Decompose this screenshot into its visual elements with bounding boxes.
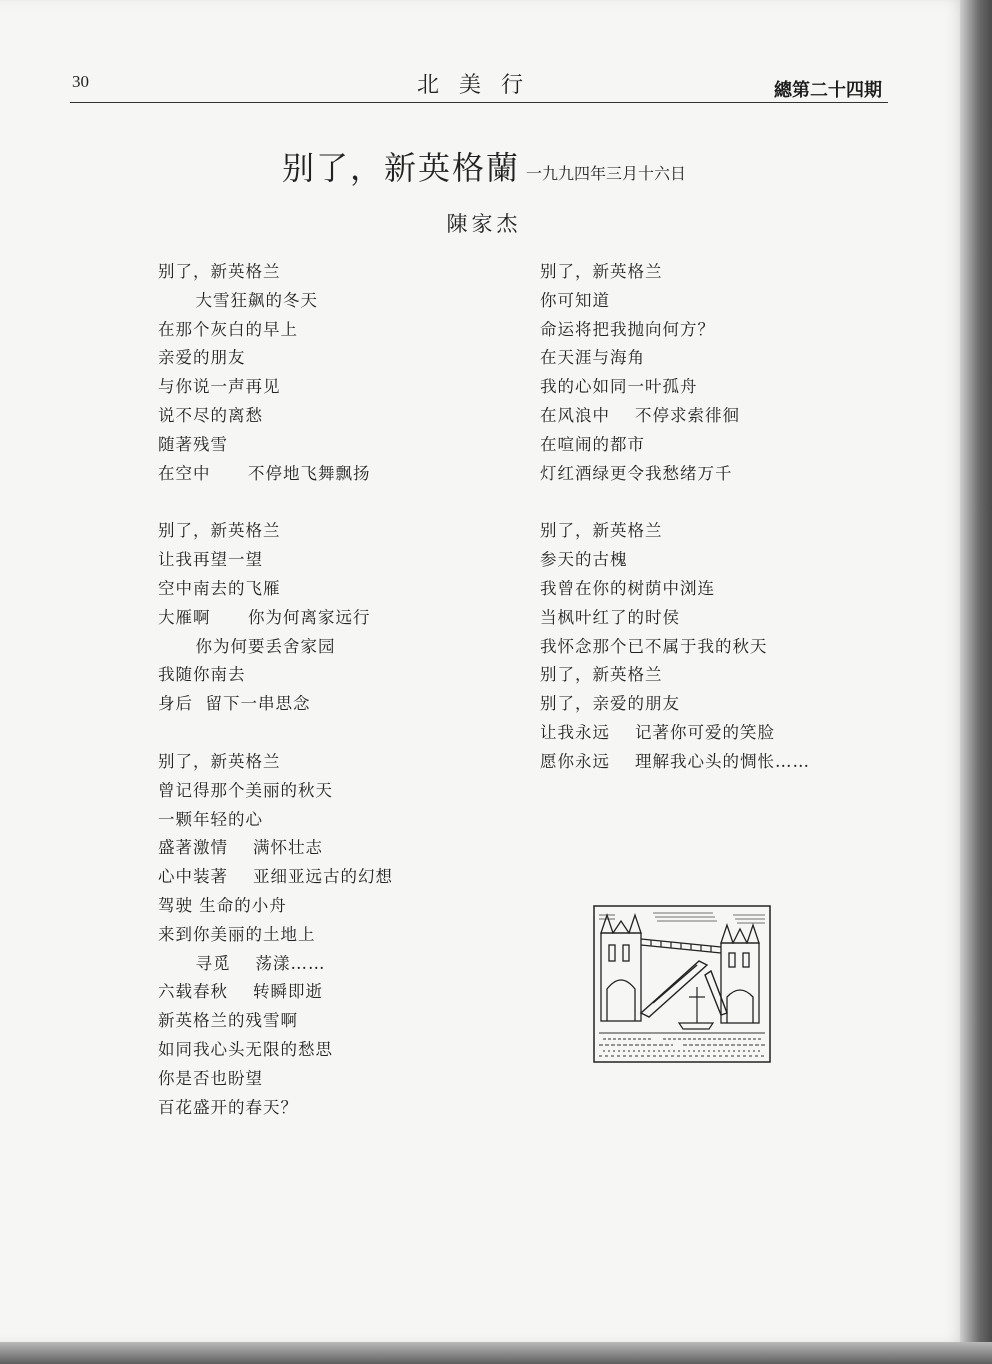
- poem-line: 你可知道: [540, 290, 610, 310]
- poem-line: 参天的古槐: [540, 550, 628, 570]
- poem-line: 别了，新英格兰: [540, 521, 663, 541]
- poem-line: 让我永远 记著你可爱的笑脸: [540, 722, 775, 742]
- poem-line: 别了，新英格兰: [158, 262, 281, 281]
- poem-line: 大雪狂飙的冬天: [158, 290, 318, 310]
- poem-line: 我曾在你的树荫中浏连: [540, 578, 715, 598]
- page-number: 30: [72, 72, 89, 91]
- poem-line: 在那个灰白的早上: [158, 319, 298, 339]
- poem-stanza: [540, 517, 810, 776]
- poem-line: 亲爱的朋友: [158, 348, 246, 368]
- article-heading: [0, 143, 968, 189]
- scan-bottom-edge: [0, 1342, 992, 1364]
- book-spine-shadow: [960, 0, 992, 1364]
- poem-line: 别了，亲爱的朋友: [540, 694, 680, 714]
- poem-line: 在风浪中 不停求索徘徊: [540, 405, 740, 425]
- article-author: 陳家杰: [446, 212, 522, 236]
- poem-line: 新英格兰的残雪啊: [158, 1011, 298, 1031]
- poem-line: 别了，新英格兰: [540, 665, 663, 685]
- poem-line: 我怀念那个已不属于我的秋天: [540, 636, 768, 656]
- poem-line: 在空中 不停地飞舞飘扬: [158, 463, 371, 483]
- poem-stanza: [158, 517, 393, 719]
- poem-line: 在天涯与海角: [540, 348, 645, 368]
- tower-bridge-illustration: [593, 905, 771, 1063]
- page-header: [70, 68, 888, 103]
- poem-line: 一颗年轻的心: [158, 809, 263, 829]
- poem-stanza: [158, 748, 393, 1122]
- poem-line: 心中装著 亚细亚远古的幻想: [158, 867, 393, 887]
- poem-line: 在喧闹的都市: [540, 434, 645, 454]
- poem-line: 别了，新英格兰: [158, 751, 281, 771]
- poem-right-column: [540, 258, 810, 806]
- poem-line: 六载春秋 转瞬即逝: [158, 982, 323, 1002]
- journal-title: 北美行: [416, 73, 543, 98]
- poem-line: 曾记得那个美丽的秋天: [158, 780, 333, 800]
- article-title: 别了，新英格蘭: [281, 149, 520, 187]
- poem-stanza: [540, 258, 810, 488]
- poem-line: 当枫叶红了的时侯: [540, 607, 680, 627]
- poem-line: 驾驶 生命的小舟: [158, 895, 287, 915]
- poem-line: 寻觅 荡漾……: [158, 953, 326, 973]
- poem-stanza: [158, 258, 393, 488]
- poem-line: 如同我心头无限的愁思: [158, 1039, 333, 1059]
- poem-line: 大雁啊 你为何离家远行: [158, 607, 371, 627]
- poem-line: 身后 留下一串思念: [158, 694, 311, 714]
- poem-line: 与你说一声再见: [158, 377, 281, 397]
- poem-line: 别了，新英格兰: [158, 521, 281, 541]
- poem-line: 你是否也盼望: [158, 1068, 263, 1088]
- poem-line: 我随你南去: [158, 665, 246, 685]
- article-date: 一九九四年三月十六日: [526, 164, 687, 183]
- poem-line: 让我再望一望: [158, 550, 263, 570]
- poem-line: 别了，新英格兰: [540, 262, 663, 281]
- poem-line: 盛著激情 满怀壮志: [158, 838, 323, 858]
- poem-line: 灯红酒绿更令我愁绪万千: [540, 463, 733, 483]
- poem-line: 愿你永远 理解我心头的惆怅……: [540, 751, 810, 771]
- poem-line: 来到你美丽的土地上: [158, 924, 316, 944]
- poem-line: 你为何要丢舍家园: [158, 636, 336, 656]
- poem-line: 说不尽的离愁: [158, 405, 263, 425]
- poem-left-column: [158, 258, 393, 1151]
- poem-line: 百花盛开的春天？: [158, 1097, 298, 1117]
- issue-number: 總第二十四期: [774, 80, 882, 101]
- poem-line: 随著残雪: [158, 434, 228, 454]
- poem-line: 我的心如同一叶孤舟: [540, 377, 698, 397]
- poem-line: 空中南去的飞雁: [158, 578, 281, 598]
- poem-line: 命运将把我抛向何方？: [540, 319, 715, 339]
